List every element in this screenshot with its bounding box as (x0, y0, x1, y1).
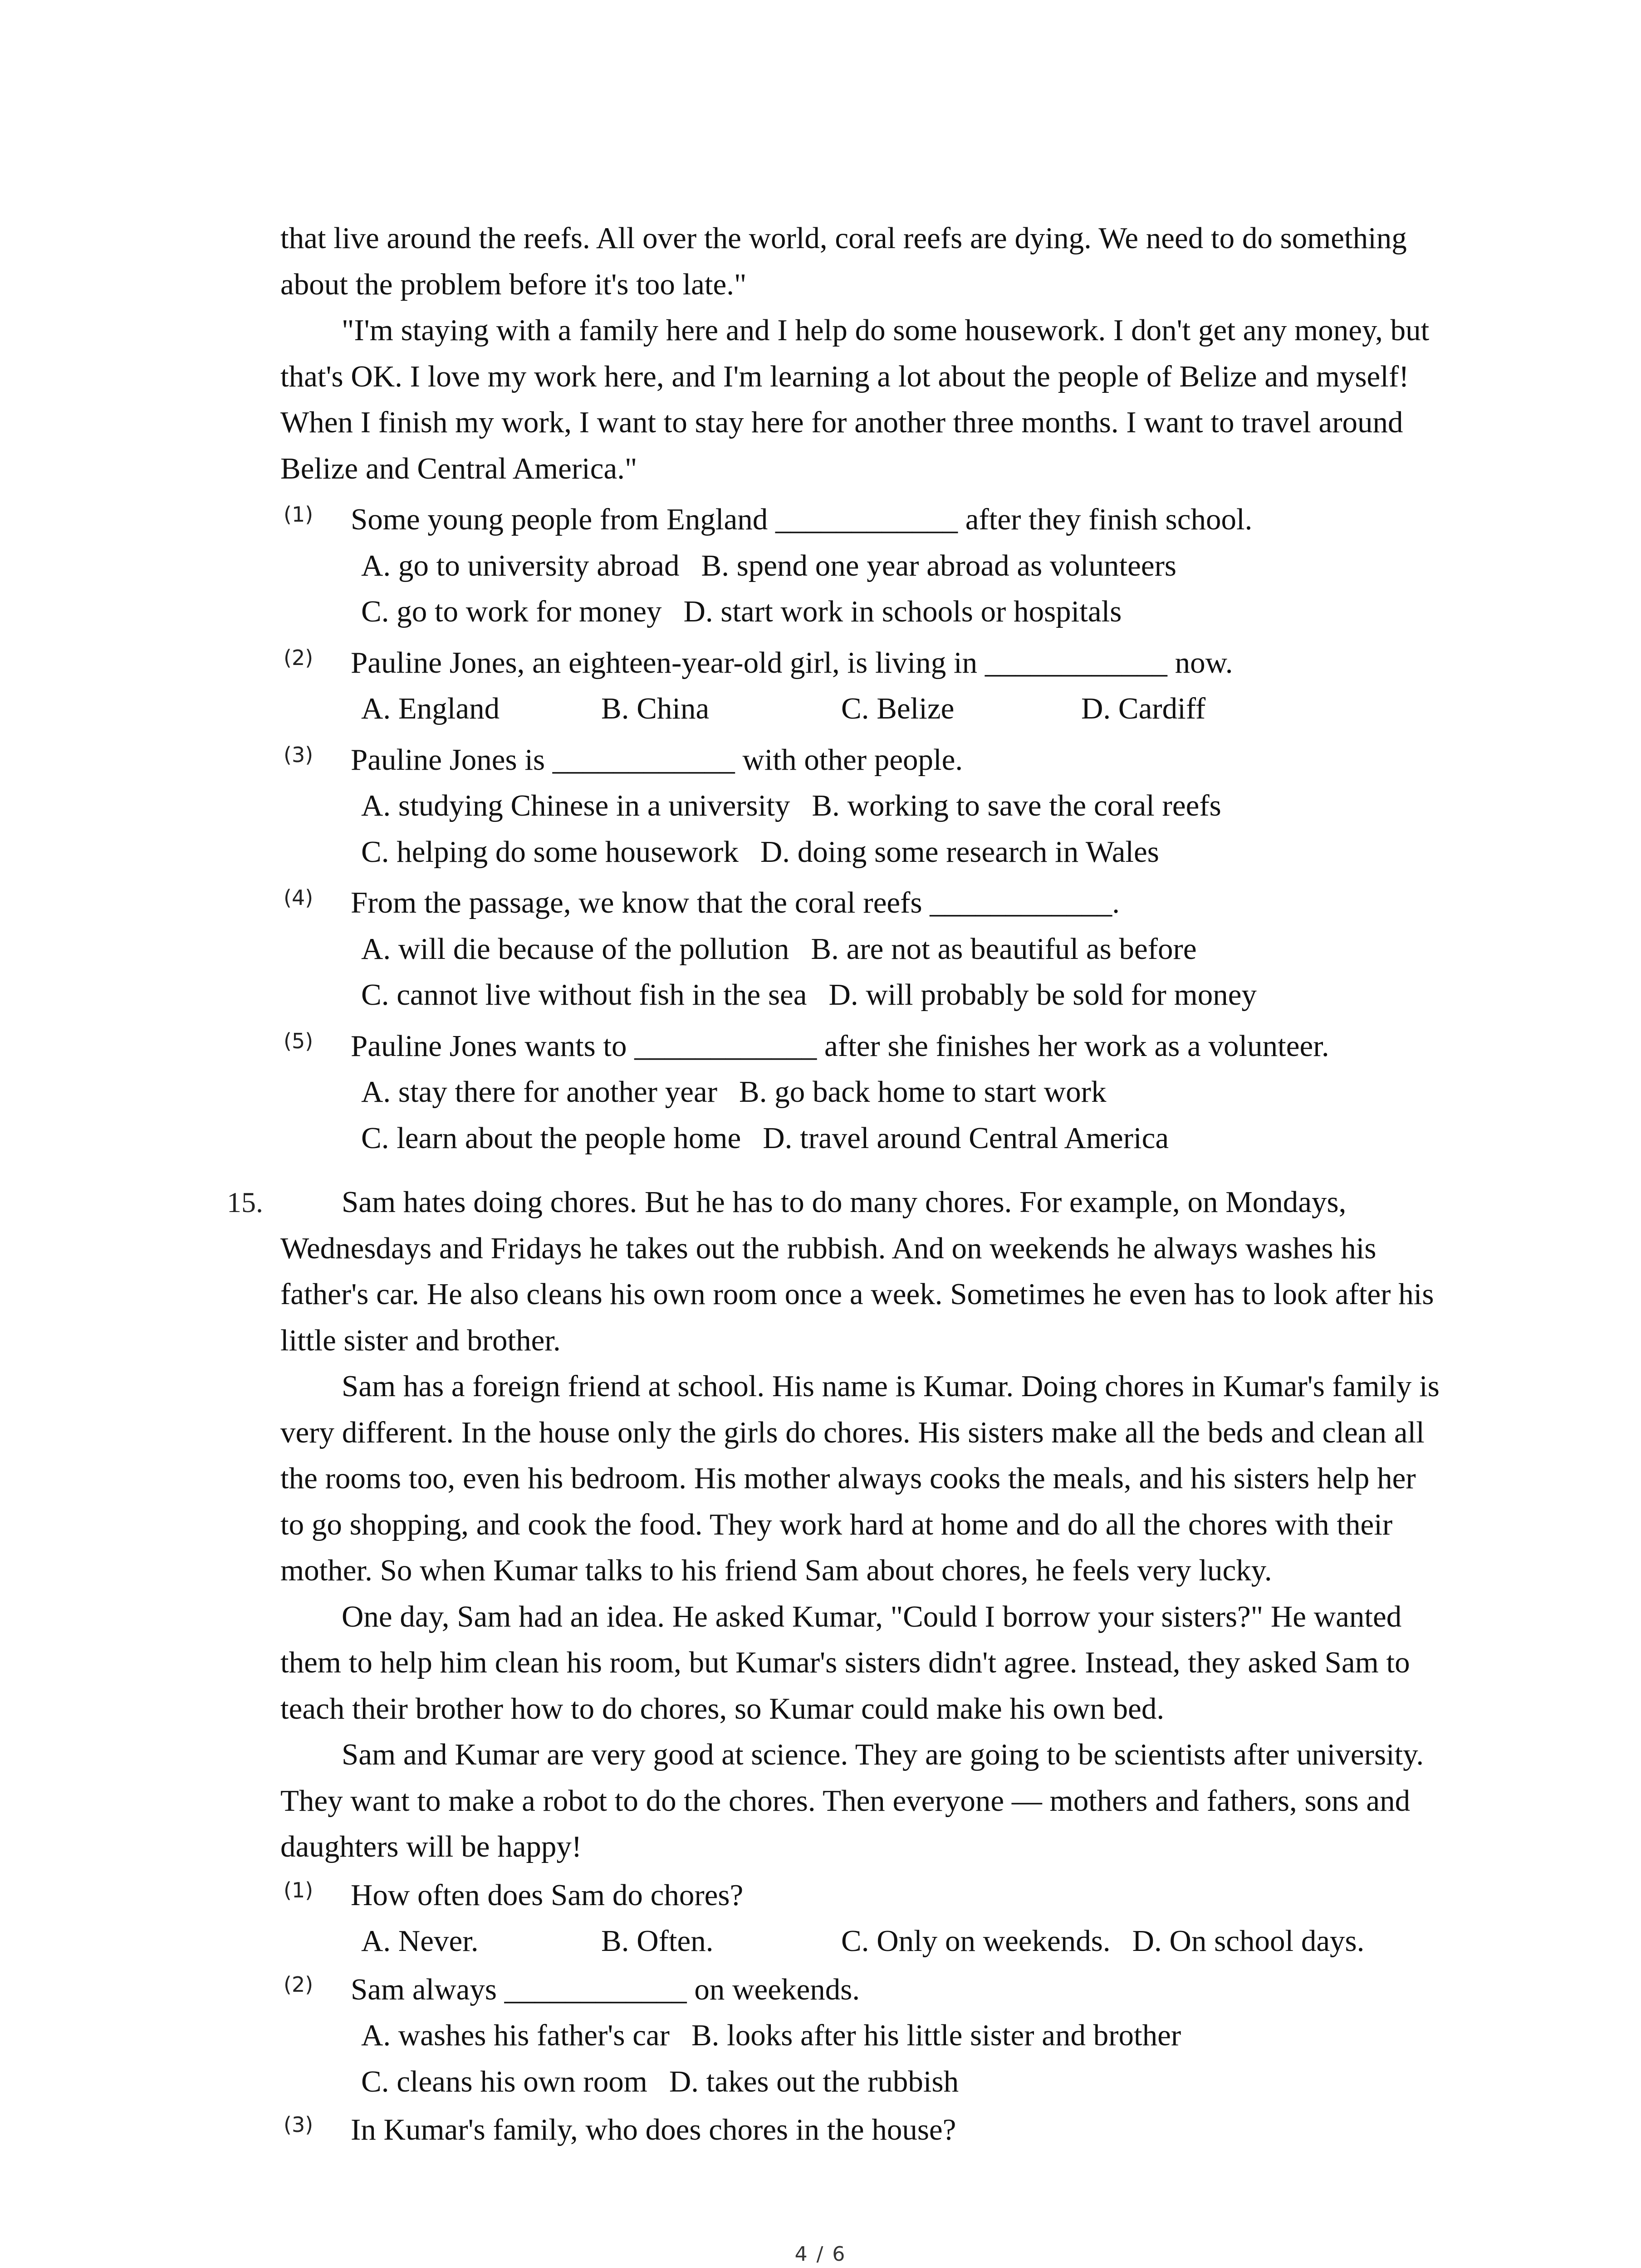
option-a: A. England (361, 692, 500, 725)
option-d: D. start work in schools or hospitals (683, 595, 1122, 628)
question-4 (280, 880, 1596, 1018)
question-text: Some young people from England ____________ after they finish school. (351, 503, 1253, 536)
passage-line: Wednesdays and Fridays he takes out the rubbish. And on weekends he always washes his (280, 1231, 1376, 1265)
question-text: Pauline Jones, an eighteen-year-old girl, is living in ____________ now. (351, 645, 1233, 679)
option-b: B. spend one year abroad as volunteers (701, 548, 1176, 582)
passage (280, 215, 1596, 492)
question-number: (2) (284, 645, 314, 670)
option-d: D. On school days. (1132, 1924, 1365, 1958)
options-row (280, 543, 1596, 589)
reading-item-15 (227, 1179, 1596, 2153)
question-text: Sam always ____________ on weekends. (351, 1972, 860, 2006)
question-text: How often does Sam do chores? (351, 1878, 744, 1912)
option-c: C. cleans his own room (361, 2064, 647, 2098)
question-2 (280, 640, 1596, 732)
option-b: B. China (601, 692, 710, 725)
option-c: C. cannot live without fish in the sea (361, 978, 807, 1012)
option-a: A. go to university abroad (361, 548, 680, 582)
option-c: C. learn about the people home (361, 1121, 741, 1155)
question-number: (4) (284, 885, 314, 910)
question-stem (280, 1967, 1596, 2013)
passage-line: When I finish my work, I want to stay here for another three months. I want to travel around (280, 406, 1403, 439)
options-row (280, 972, 1596, 1018)
question-3 (280, 2107, 1596, 2153)
question-stem (280, 2107, 1596, 2153)
question-2 (280, 1967, 1596, 2105)
passage-line: them to help him clean his room, but Kumar's sisters didn't agree. Instead, they asked Sam to (280, 1646, 1410, 1679)
option-b: B. Often. (601, 1924, 714, 1958)
passage-line: They want to make a robot to do the chores. Then everyone — mothers and fathers, sons and (280, 1784, 1411, 1818)
option-a: A. will die because of the pollution (361, 932, 789, 966)
question-3 (280, 737, 1596, 875)
option-a: A. stay there for another year (361, 1075, 718, 1109)
option-c: C. helping do some housework (361, 835, 739, 869)
option-b: B. looks after his little sister and brother (691, 2019, 1181, 2052)
question-text: From the passage, we know that the coral reefs ____________. (351, 886, 1120, 919)
passage-line: that live around the reefs. All over the world, coral reefs are dying. We need to do something (280, 221, 1407, 255)
option-a: A. Never. (361, 1924, 479, 1958)
option-d: D. doing some research in Wales (760, 835, 1159, 869)
question-5 (280, 1023, 1596, 1162)
question-number: (1) (284, 1877, 314, 1902)
question-stem (280, 497, 1596, 543)
question-stem (280, 640, 1596, 686)
question-stem (280, 1023, 1596, 1070)
page-number: 4 / 6 (794, 2243, 847, 2266)
option-d: D. Cardiff (1081, 692, 1206, 725)
item-number: 15. (227, 1186, 263, 1218)
option-c: C. Only on weekends. (841, 1924, 1111, 1958)
options-row (280, 829, 1596, 875)
passage-line: Sam and Kumar are very good at science. They are going to be scientists after university. (342, 1738, 1424, 1771)
option-d: D. will probably be sold for money (828, 978, 1257, 1012)
question-1 (280, 497, 1596, 635)
passage-line: teach their brother how to do chores, so Kumar could make his own bed. (280, 1691, 1165, 1725)
option-b: B. go back home to start work (739, 1075, 1107, 1109)
question-number: (2) (284, 1972, 314, 1997)
passage-line: "I'm staying with a family here and I help do some housework. I don't get any money, but (342, 313, 1430, 347)
option-d: D. travel around Central America (763, 1121, 1169, 1155)
options-row (280, 2013, 1596, 2059)
options-row (280, 926, 1596, 973)
question-1 (280, 1872, 1596, 1965)
passage-line: Belize and Central America." (280, 451, 637, 485)
page-content (227, 215, 1596, 2153)
options-row (280, 589, 1596, 635)
option-b: B. working to save the coral reefs (812, 789, 1221, 822)
passage-line: to go shopping, and cook the food. They work hard at home and do all the chores with their (280, 1507, 1393, 1541)
option-c: C. Belize (841, 692, 955, 725)
passage-line: One day, Sam had an idea. He asked Kumar, "Could I borrow your sisters?" He wanted (342, 1599, 1402, 1633)
passage-line (227, 1179, 1596, 1226)
passage-line: daughters will be happy! (280, 1830, 582, 1863)
option-a: A. washes his father's car (361, 2019, 670, 2052)
options-row (280, 686, 1596, 732)
passage-line: that's OK. I love my work here, and I'm learning a lot about the people of Belize and myself! (280, 359, 1409, 393)
passage-line: father's car. He also cleans his own room once a week. Sometimes he even has to look after his (280, 1277, 1434, 1311)
option-a: A. studying Chinese in a university (361, 789, 790, 822)
options-row (280, 783, 1596, 829)
option-b: B. are not as beautiful as before (811, 932, 1197, 966)
question-text: Pauline Jones is ____________ with other people. (351, 743, 963, 777)
passage (227, 1179, 1596, 1870)
passage-line-text: Sam hates doing chores. But he has to do many chores. For example, on Mondays, (342, 1185, 1347, 1219)
reading-item-14-continued (280, 215, 1596, 1161)
question-text: In Kumar's family, who does chores in the house? (351, 2113, 956, 2146)
options-row (280, 1069, 1596, 1115)
question-number: (3) (284, 742, 314, 767)
options-row (280, 1115, 1596, 1162)
passage-line: about the problem before it's too late." (280, 267, 747, 301)
options-row (280, 1918, 1596, 1965)
question-stem (280, 1872, 1596, 1919)
passage-line: very different. In the house only the girls do chores. His sisters make all the beds and clean all (280, 1415, 1425, 1449)
question-number: (3) (284, 2112, 314, 2137)
question-stem (280, 880, 1596, 926)
option-d: D. takes out the rubbish (669, 2064, 959, 2098)
passage-line: little sister and brother. (280, 1323, 561, 1357)
question-number: (1) (284, 502, 314, 527)
question-text: Pauline Jones wants to ____________ after she finishes her work as a volunteer. (351, 1029, 1329, 1063)
question-number: (5) (284, 1028, 314, 1053)
passage-line: the rooms too, even his bedroom. His mother always cooks the meals, and his sisters help her (280, 1461, 1416, 1495)
passage-line: mother. So when Kumar talks to his friend Sam about chores, he feels very lucky. (280, 1554, 1272, 1587)
options-row (280, 2059, 1596, 2105)
passage-line: Sam has a foreign friend at school. His name is Kumar. Doing chores in Kumar's family is (342, 1369, 1440, 1403)
option-c: C. go to work for money (361, 595, 662, 628)
question-stem (280, 737, 1596, 783)
